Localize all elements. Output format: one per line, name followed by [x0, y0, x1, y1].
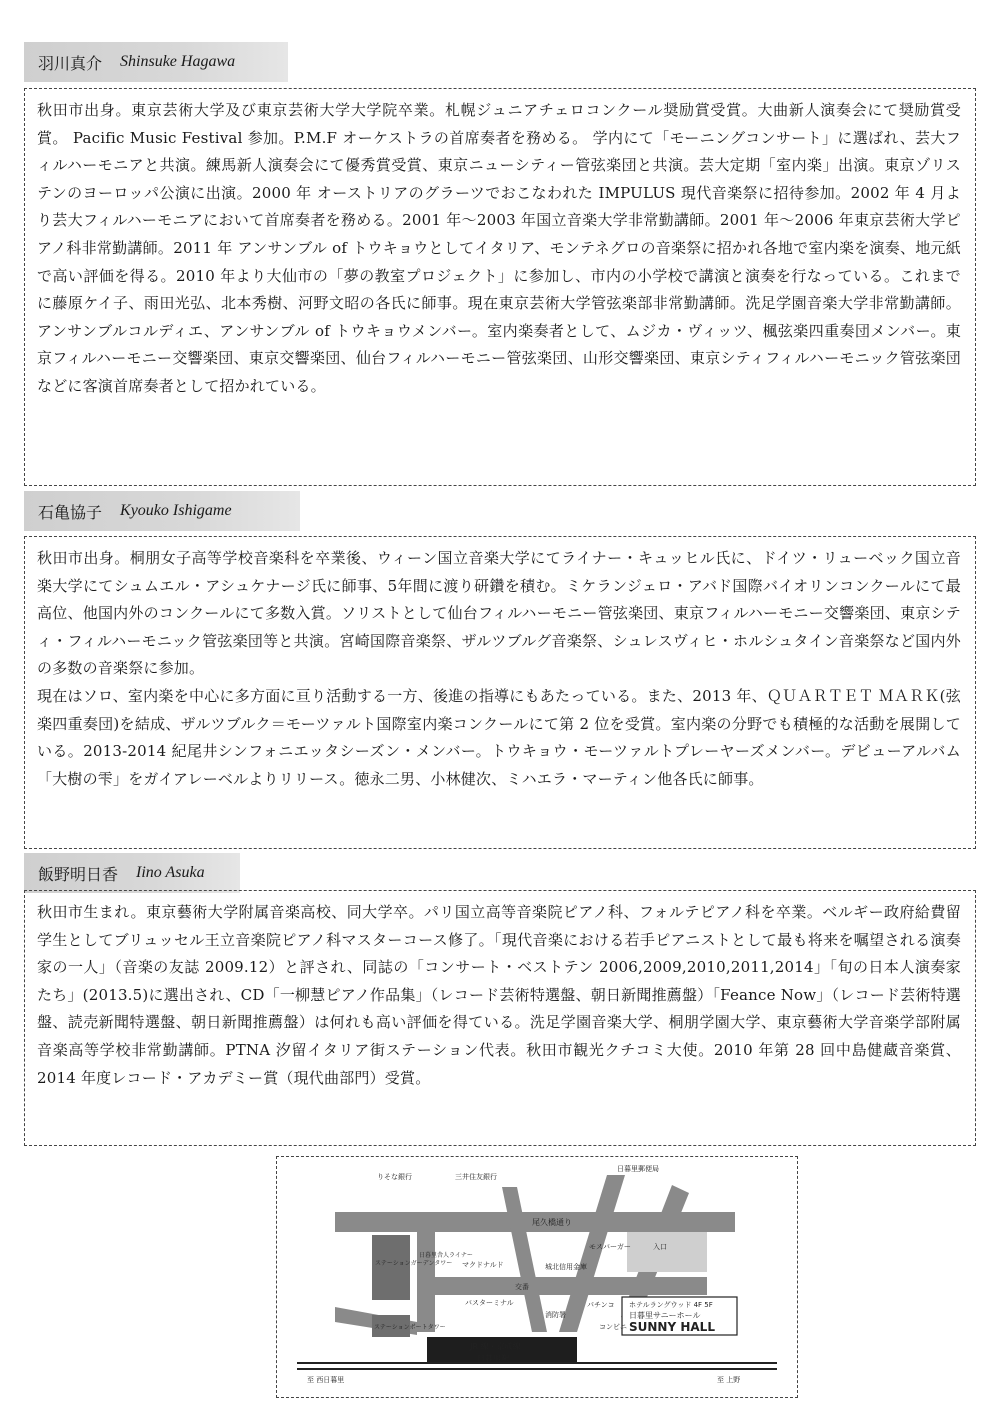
label-risona: りそな銀行: [377, 1173, 412, 1181]
label-pachinko: パチンコ: [587, 1301, 615, 1309]
profile-name-en: Shinsuke Hagawa: [120, 53, 236, 70]
label-nippori-ps: 日暮里郵便局: [617, 1165, 659, 1173]
label-nippori-liner: 日暮里舎人ライナー: [419, 1252, 473, 1259]
profile-bio-box-iino: [24, 890, 976, 1146]
profile-name-en: Iino Asuka: [136, 864, 205, 881]
profile-name-en: Kyouko Ishigame: [120, 502, 232, 519]
profile-bio-box-hagawa: [24, 88, 976, 486]
railway-track: [297, 1362, 777, 1370]
label-fire-station: 消防署: [545, 1311, 566, 1319]
profile-header-ishigame: [24, 491, 300, 531]
label-koban: 交番: [515, 1283, 529, 1291]
label-oku-dori: 尾久橋通り: [532, 1218, 572, 1227]
building-station-garden: [372, 1235, 410, 1300]
label-tsushin: 城北信用金庫: [545, 1263, 587, 1271]
access-map: [276, 1156, 798, 1398]
sunny-hall-jp-label: 日暮里サニーホール: [629, 1311, 701, 1320]
road-vertical: [417, 1232, 435, 1332]
hotel-label: ホテルラングウッド 4F 5F: [629, 1301, 713, 1309]
label-to-ueno: 至 上野: [717, 1376, 741, 1384]
profile-name-jp: 羽川真介: [38, 53, 103, 73]
profile-bio-text-2: 現在はソロ、室内楽を中心に多方面に亘り活動する一方、後進の指導にもあたっている。また、2013 年、ＱＵＡＲＴＥＴ ＭＡＲＫ(弦楽四重奏団)を結成、ザルツブルク＝モーツァルト国際室内楽コンクールにて第 2 位を受賞。室内楽の分野でも積極的な活動を展開している。2013-2014 紀尾井シンフォニエッタシーズン・メンバー。トウキョウ・モーツァルトプレーヤーズメンバー。デビューアルバム「大樹の雫」をガイアレーベルよりリリース。徳永二男、小林健次、ミハエラ・マーティン他各氏に師事。: [37, 686, 961, 788]
access-map-drawing: [277, 1157, 796, 1396]
label-mitsui: 三井住友銀行: [455, 1173, 497, 1181]
sunny-hall-en-label: SUNNY HALL: [629, 1320, 715, 1334]
profile-bio-text: 秋田市出身。桐朋女子高等学校音楽科を卒業後、ウィーン国立音楽大学にてライナー・キュッヒル氏に、ドイツ・リューベック国立音楽大学にてシュムエル・アシュケナージ氏に師事、5年間に渡り研鑽を積む。ミケランジェロ・アバド国際バイオリンコンクールにて最高位、他国内外のコンクールにて多数入賞。ソリストとして仙台フィルハーモニー管弦楽団、東京フィルハーモニー交響楽団、東京シティ・フィルハーモニック管弦楽団等と共演。宮崎国際音楽祭、ザルツブルグ音楽祭、シュレスヴィヒ・ホルシュタイン音楽祭など国内外の多数の音楽祭に参加。: [37, 549, 961, 678]
profile-bio-text: 秋田市生まれ。東京藝術大学附属音楽高校、同大学卒。パリ国立高等音楽院ピアノ科、フォルテピアノ科を卒業。ベルギー政府給費留学生としてブリュッセル王立音楽院ピアノ科マスターコース修了。「現代音楽における若手ピアニストとして最も将来を嘱望される演奏家の一人」（音楽の友誌 2009.12）と評され、同誌の「コンサート・ベストテン 2006,2009,2010,2011,2014」「旬の日本人演奏家たち」(2013.5)に選出され、CD「一柳慧ピアノ作品集」（レコード芸術特選盤、朝日新聞推薦盤）「Feance Now」（レコード芸術特選盤、読売新聞特選盤、朝日新聞推薦盤）は何れも高い評価を得ている。洗足学園音楽大学、桐朋学園大学、東京藝術大学音楽学部附属音楽高等学校非常勤講師。PTNA 汐留イタリア街ステーション代表。秋田市観光クチコミ大使。2010 年第 28 回中島健蔵音楽賞、2014 年度レコード・アカデミー賞（現代曲部門）受賞。: [37, 903, 961, 1087]
label-to-nishi: 至 西日暮里: [307, 1376, 345, 1384]
road-diagonal-3: [502, 1187, 547, 1332]
label-mcdonalds: マクドナルド: [462, 1261, 504, 1269]
label-station-garden: ステーションガーデンタワー: [375, 1260, 453, 1267]
profile-bio-text: 秋田市出身。東京芸術大学及び東京芸術大学大学院卒業。札幌ジュニアチェロコンクール奨励賞受賞。大曲新人演奏会にて奨励賞受賞。 Pacific Music Festival 参加。P.M.F オーケストラの首席奏者を務める。 学内にて「モーニングコンサート」に選ばれ、芸大フィルハーモニアと共演。練馬新人演奏会にて優秀賞受賞、東京ニューシティー管弦楽団と共演。芸大定期「室内楽」出演。東京ゾリステンのヨーロッパ公演に出演。2000 年 オーストリアのグラーツでおこなわれた IMPULUS 現代音楽祭に招待参加。2002 年 4 月より芸大フィルハーモニアにおいて首席奏者を務める。2001 年～2003 年国立音楽大学非常勤講師。2001 年～2006 年東京芸術大学ピアノ科非常勤講師。2011 年 アンサンブル of トウキョウとしてイタリア、モンテネグロの音楽祭に招かれ各地で室内楽を演奏、地元紙で高い評価を得る。2010 年より大仙市の「夢の教室プロジェクト」に参加し、市内の小学校で講演と演奏を行なっている。これまでに藤原ケイ子、雨田光弘、北本秀樹、河野文昭の各氏に師事。現在東京芸術大学管弦楽部非常勤講師。洗足学園音楽大学非常勤講師。アンサンブルコルディエ、アンサンブル of トウキョウメンバー。室内楽奏者として、ムジカ・ヴィッツ、楓弦楽四重奏団メンバー。東京フィルハーモニー交響楽団、東京交響楽団、仙台フィルハーモニー管弦楽団、山形交響楽団、東京シティフィルハーモニック管弦楽団などに客演首席奏者として招かれている。: [37, 101, 961, 395]
label-mos: モスバーガー: [589, 1243, 631, 1251]
road-horizontal: [435, 1277, 707, 1295]
label-station-portal: ステーションポートタワー: [374, 1324, 446, 1331]
building-block: [627, 1232, 707, 1272]
label-nippori-station: 日暮里駅: [477, 1354, 509, 1363]
profile-name-jp: 石亀協子: [38, 502, 103, 522]
profile-header-hagawa: [24, 42, 288, 82]
profile-bio-box-ishigame: [24, 536, 976, 849]
profile-name-jp: 飯野明日香: [38, 864, 119, 884]
label-bus-terminal: バスターミナル: [465, 1299, 514, 1307]
label-jr-line: JR 線・京成線: [470, 1342, 521, 1351]
label-entrance: 入口: [653, 1243, 667, 1251]
profile-header-iino: [24, 853, 240, 893]
label-conveni: コンビニ: [599, 1323, 627, 1331]
